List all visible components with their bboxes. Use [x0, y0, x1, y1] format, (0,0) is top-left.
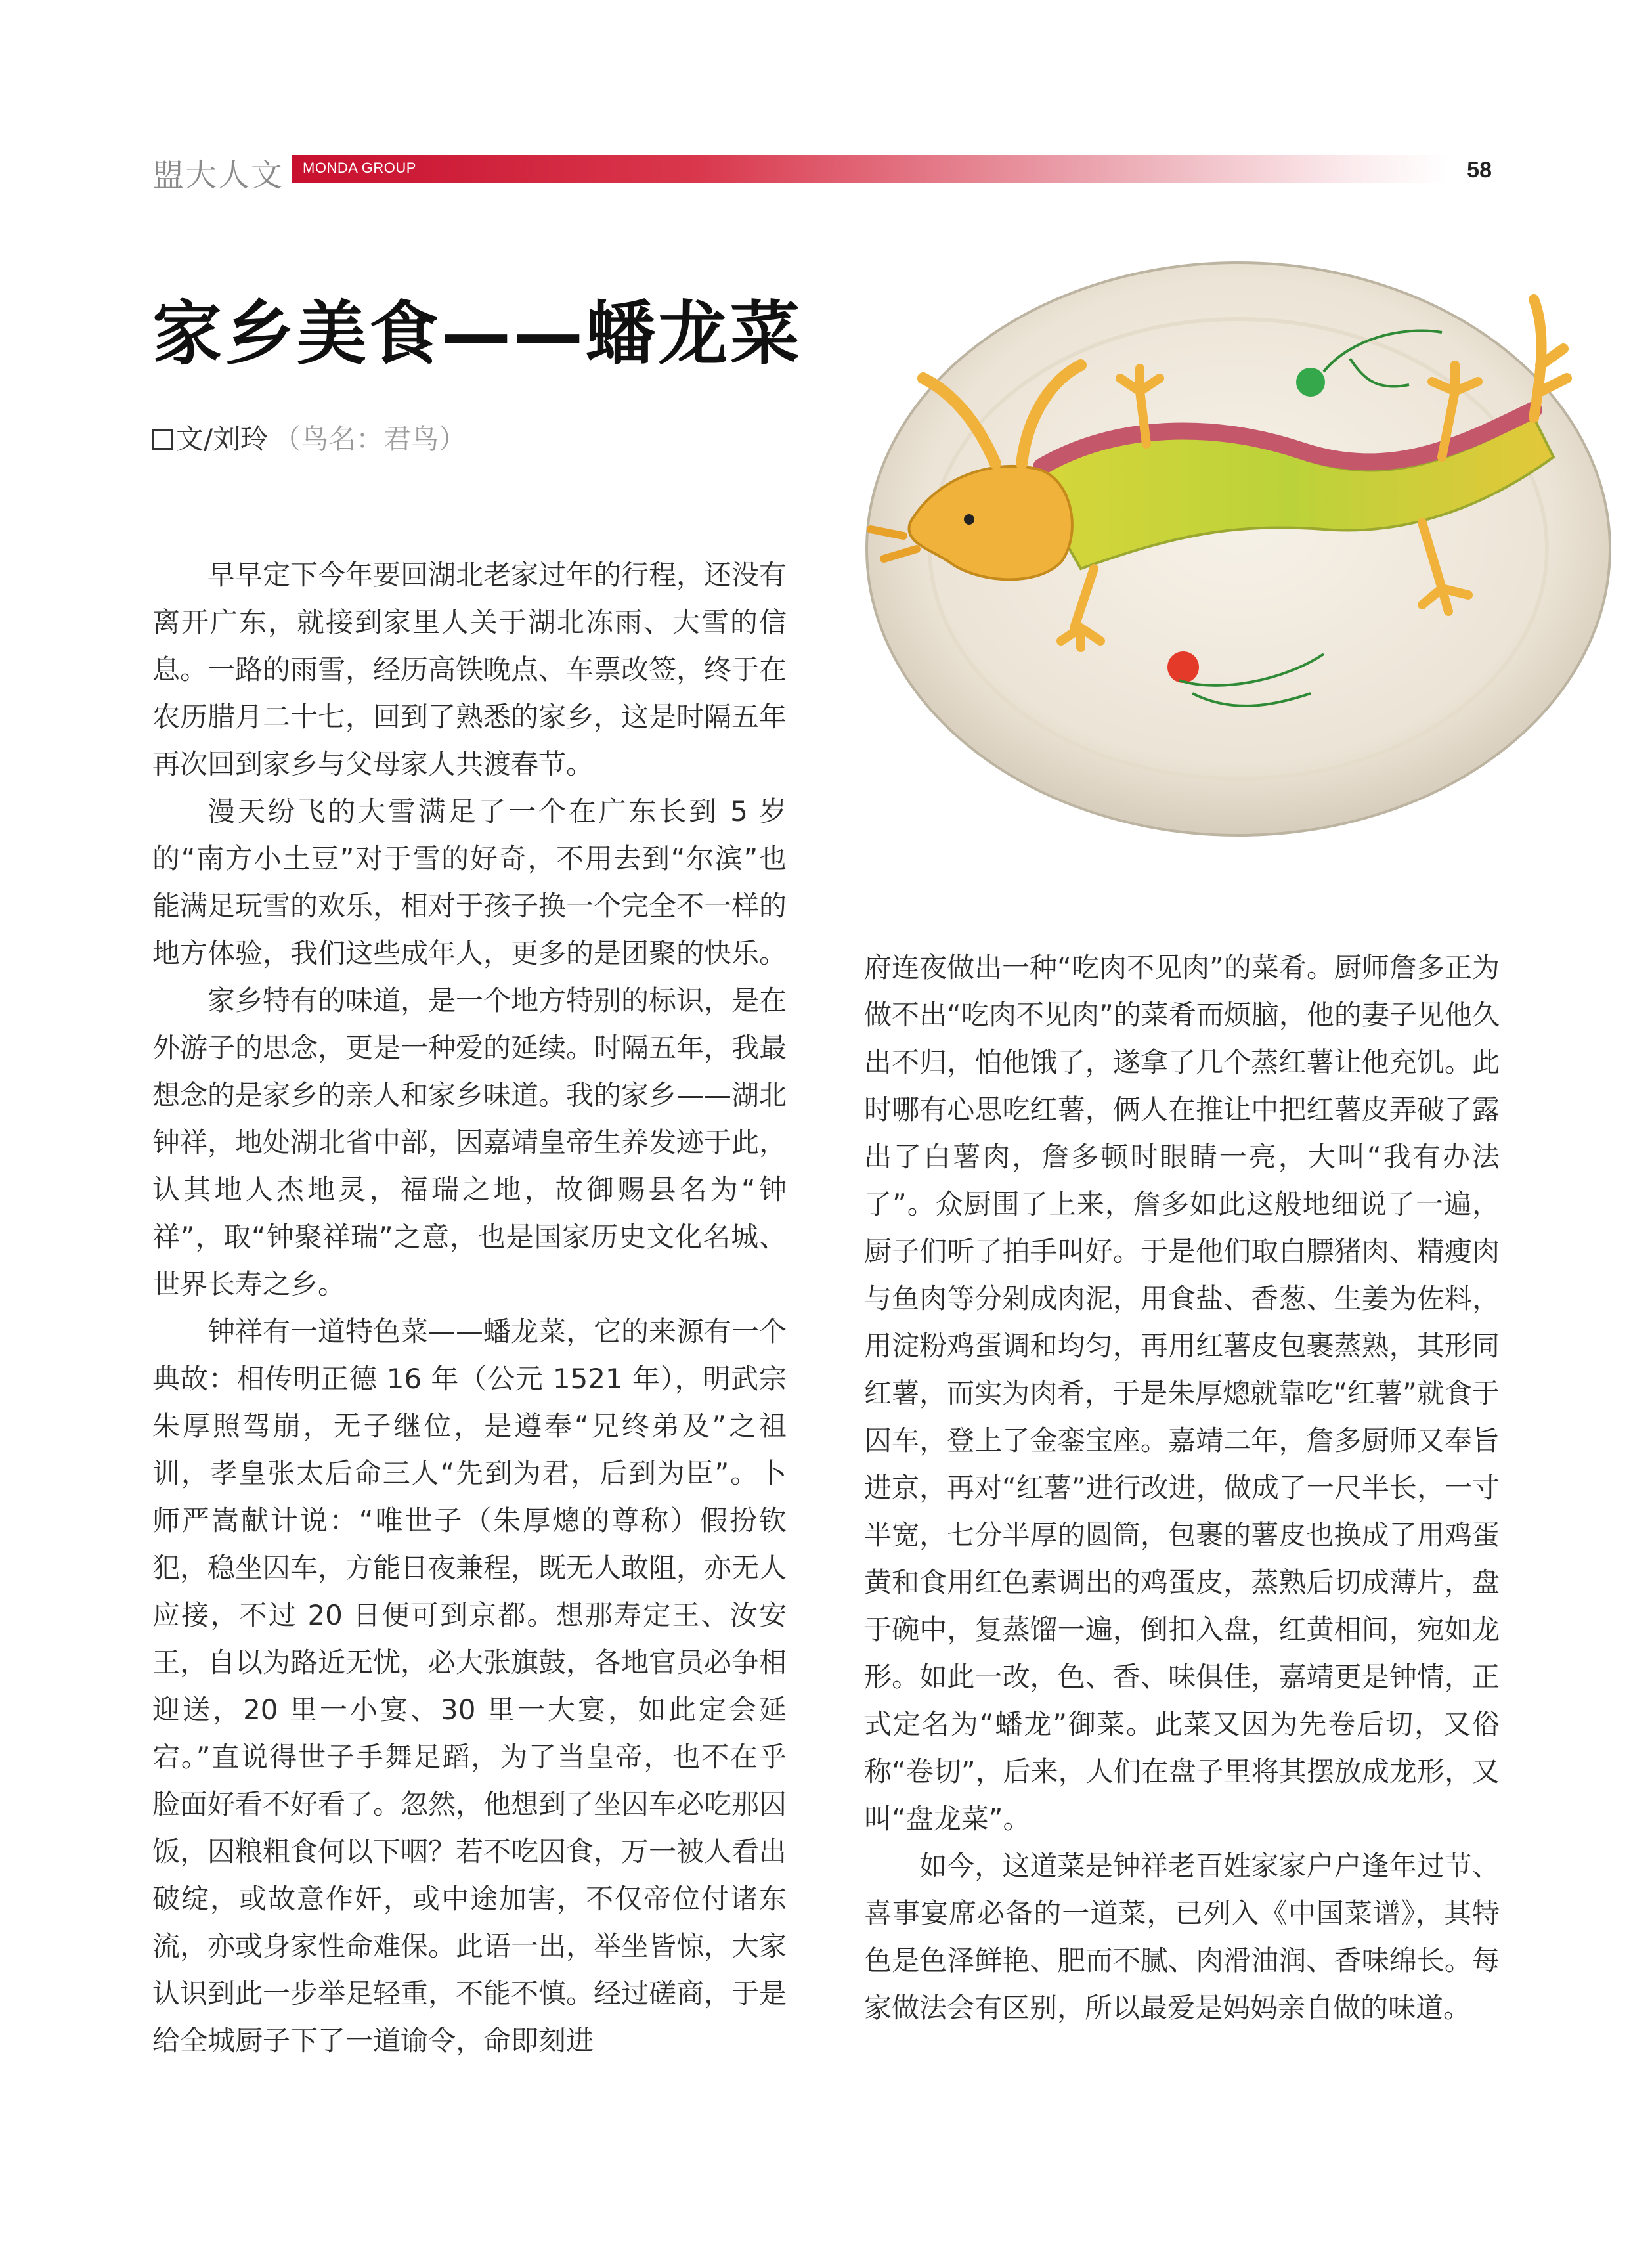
page-header — [152, 148, 1492, 194]
header-band — [292, 155, 1448, 183]
paragraph: 漫天纷飞的大雪满足了一个在广东长到 5 岁的“南方小土豆”对于雪的好奇，不用去到“尔滨”也能满足玩雪的欢乐，相对于孩子换一个完全不一样的地方体验，我们这些成年人，更多的是团聚的快乐。 — [152, 795, 787, 969]
author-nickname: （鸟名：君鸟） — [273, 423, 467, 455]
byline — [152, 418, 466, 457]
article-column-right — [864, 944, 1500, 2032]
byline-box-icon — [152, 429, 173, 450]
paragraph: 家乡特有的味道，是一个地方特别的标识，是在外游子的思念，更是一种爱的延续。时隔五年，我最想念的是家乡的亲人和家乡味道。我的家乡——湖北钟祥，地处湖北省中部，因嘉靖皇帝生养发迹于此，认其地人杰地灵，福瑞之地，故御赐县名为“钟祥”，取“钟聚祥瑞”之意，也是国家历史文化名城、世界长寿之乡。 — [152, 984, 787, 1300]
paragraph: 早早定下今年要回湖北老家过年的行程，还没有离开广东，就接到家里人关于湖北冻雨、大雪的信息。一路的雨雪，经历高铁晚点、车票改签，终于在农历腊月二十七，回到了熟悉的家乡，这是时隔五年再次回到家乡与父母家人共渡春节。 — [152, 559, 787, 780]
green-cherry — [1296, 368, 1325, 397]
paragraph: 钟祥有一道特色菜——蟠龙菜，它的来源有一个典故：相传明正德 16 年（公元 1521 年），明武宗朱厚照驾崩，无子继位，是遵奉“兄终弟及”之祖训，孝皇张太后命三人“先到为君，后到为臣”。卜师严嵩献计说：“唯世子（朱厚熜的尊称）假扮钦犯，稳坐囚车，方能日夜兼程，既无人敢阻，亦无人应接，不过 20 日便可到京都。想那寿定王、汝安王，自以为路近无忧，必大张旗鼓，各地官员必争相迎送，20 里一小宴、30 里一大宴，如此定会延宕。”直说得世子手舞足蹈，为了当皇帝，也不在乎脸面好看不好看了。忽然，他想到了坐囚车必吃那囚饭，囚粮粗食何以下咽？若不吃囚食，万一被人看出破绽，或故意作奸，或中途加害，不仅帝位付诸东流，亦或身家性命难保。此语一出，举坐皆惊，大家认识到此一步举足轻重，不能不慎。经过磋商，于是给全城厨子下了一道谕令，命即刻进 — [152, 1315, 787, 2057]
red-cherry — [1167, 651, 1199, 683]
group-name: MONDA GROUP — [303, 160, 416, 176]
article-title: 家乡美食——蟠龙菜 — [152, 294, 802, 374]
page-number: 58 — [1467, 158, 1492, 183]
dragon-dish-photo — [864, 260, 1613, 838]
magazine-name: 盟大人文 — [152, 157, 284, 194]
paragraph: 如今，这道菜是钟祥老百姓家家户户逢年过节、喜事宴席必备的一道菜，已列入《中国菜谱》，其特色是色泽鲜艳、肥而不腻、肉滑油润、香味绵长。每家做法会有区别，所以最爱是妈妈亲自做的味道。 — [864, 1850, 1500, 2024]
author: 文/刘玲 — [176, 423, 269, 455]
article-column-left — [152, 552, 787, 2065]
paragraph: 府连夜做出一种“吃肉不见肉”的菜肴。厨师詹多正为做不出“吃肉不见肉”的菜肴而烦脑，他的妻子见他久出不归，怕他饿了，遂拿了几个蒸红薯让他充饥。此时哪有心思吃红薯，俩人在推让中把红薯皮弄破了露出了白薯肉，詹多顿时眼睛一亮，大叫“我有办法了”。众厨围了上来，詹多如此这般地细说了一遍，厨子们听了拍手叫好。于是他们取白膘猪肉、精瘦肉与鱼肉等分剁成肉泥，用食盐、香葱、生姜为佐料，用淀粉鸡蛋调和均匀，再用红薯皮包裹蒸熟，其形同红薯，而实为肉肴，于是朱厚熜就靠吃“红薯”就食于囚车，登上了金銮宝座。嘉靖二年，詹多厨师又奉旨进京，再对“红薯”进行改进，做成了一尺半长，一寸半宽，七分半厚的圆筒，包裹的薯皮也换成了用鸡蛋黄和食用红色素调出的鸡蛋皮，蒸熟后切成薄片，盘于碗中，复蒸馏一遍，倒扣入盘，红黄相间，宛如龙形。如此一改，色、香、味俱佳，嘉靖更是钟情，正式定名为“蟠龙”御菜。此菜又因为先卷后切，又俗称“卷切”，后来，人们在盘子里将其摆放成龙形，又叫“盘龙菜”。 — [864, 952, 1500, 1835]
